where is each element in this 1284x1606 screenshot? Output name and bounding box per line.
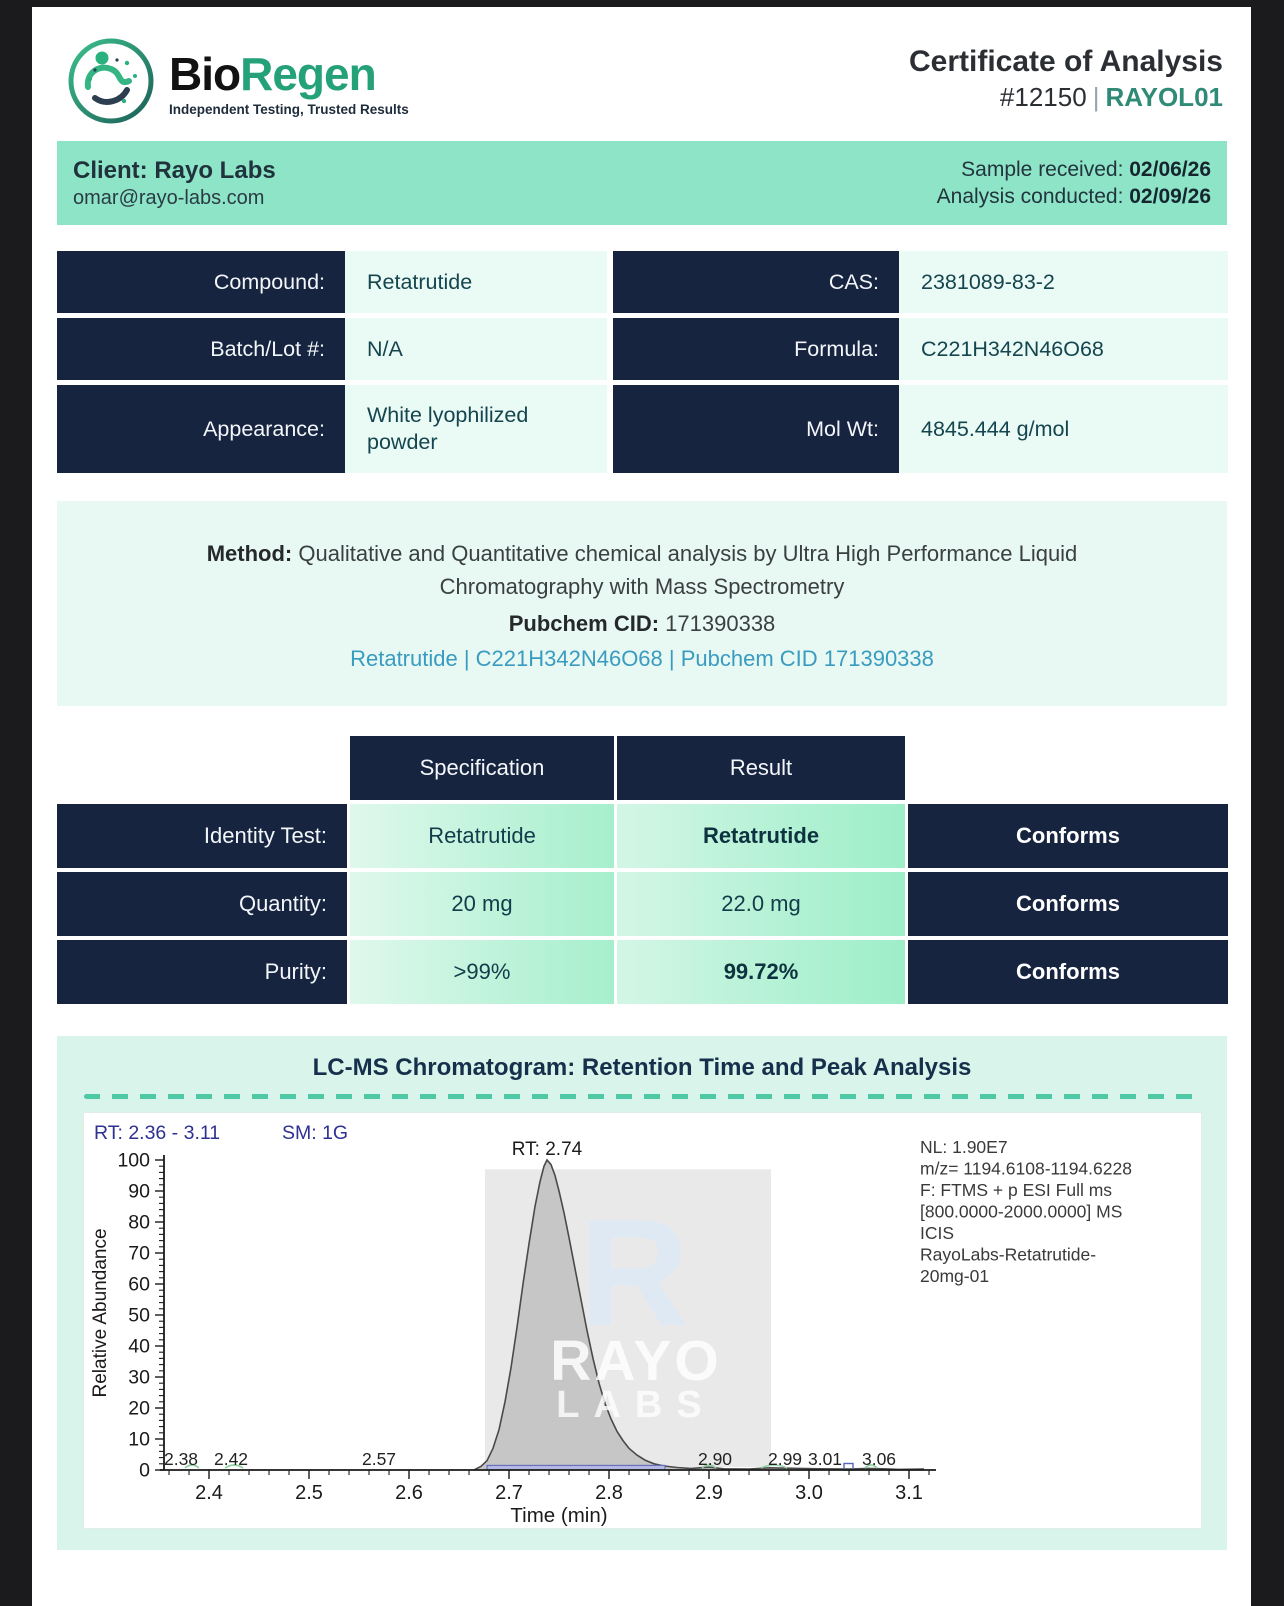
results-table: [57, 736, 1227, 1004]
formula-label: Formula:: [613, 318, 899, 380]
analysis-conducted-line: Analysis conducted: 02/09/26: [936, 185, 1211, 208]
svg-text:2.57: 2.57: [361, 1449, 396, 1469]
document-header: [57, 29, 1227, 133]
svg-text:3.0: 3.0: [794, 1482, 823, 1504]
method-label: Method:: [206, 541, 299, 566]
sample-received-line: Sample received: 02/06/26: [961, 157, 1211, 181]
svg-text:R: R: [578, 1188, 689, 1358]
svg-text:20mg-01: 20mg-01: [919, 1266, 989, 1286]
client-email: omar@rayo-labs.com: [73, 186, 265, 209]
certificate-code: RAYOL01: [1105, 81, 1223, 112]
svg-text:2.99: 2.99: [767, 1449, 802, 1469]
client-name: Client: Rayo Labs: [73, 156, 276, 184]
pubchem-link-line: [97, 646, 1187, 672]
svg-text:0: 0: [138, 1459, 150, 1482]
svg-text:40: 40: [127, 1335, 150, 1358]
purity-label: Purity:: [57, 940, 347, 1004]
certificate-title-block: [909, 35, 1223, 113]
method-section: [57, 501, 1227, 706]
pubchem-cid-line: [97, 611, 1187, 637]
svg-text:[800.0000-2000.0000] MS: [800.0000-2000.0000] MS: [919, 1201, 1122, 1222]
svg-text:2.38: 2.38: [163, 1449, 198, 1469]
compound-label: Compound:: [57, 251, 345, 313]
certificate-title: Certificate of Analysis: [909, 45, 1223, 78]
sample-received-date: 02/06/26: [1129, 157, 1211, 181]
chromatogram-title: LC-MS Chromatogram: Retention Time and Peak Analysis: [312, 1054, 972, 1081]
identity-test-spec: Retatrutide: [350, 804, 614, 868]
quantity-spec: 20 mg: [350, 872, 614, 936]
results-header-result: Result: [617, 736, 905, 800]
brand-block: [65, 35, 409, 132]
cas-label: CAS:: [613, 251, 899, 313]
svg-text:3.06: 3.06: [861, 1449, 896, 1469]
certificate-separator: |: [1092, 81, 1100, 112]
svg-text:2.7: 2.7: [494, 1482, 523, 1504]
results-header-empty: [908, 736, 1228, 800]
quantity-label: Quantity:: [57, 872, 347, 936]
certificate-number-line: [909, 82, 1223, 113]
svg-text:LABS: LABS: [555, 1384, 716, 1426]
brand-text: [169, 47, 409, 117]
quantity-result: 22.0 mg: [617, 872, 905, 936]
molwt-value: 4845.444 g/mol: [899, 385, 1228, 473]
svg-text:F: FTMS + p ESI Full ms: F: FTMS + p ESI Full ms: [919, 1180, 1112, 1200]
pubchem-link[interactable]: Retatrutide | C221H342N46O68 | Pubchem CID 171390338: [350, 646, 934, 671]
results-header-specification: Specification: [350, 736, 614, 800]
svg-text:3.1: 3.1: [894, 1482, 923, 1504]
appearance-label: Appearance:: [57, 385, 345, 473]
svg-text:RT: 2.74: RT: 2.74: [511, 1139, 582, 1160]
identity-test-result: Retatrutide: [617, 804, 905, 868]
results-header-empty: [57, 736, 347, 800]
pubchem-cid-value: 171390338: [665, 611, 776, 636]
svg-text:2.42: 2.42: [213, 1449, 248, 1469]
svg-text:3.01: 3.01: [807, 1449, 842, 1469]
bioregen-logo-icon: [65, 35, 157, 132]
svg-text:2.6: 2.6: [394, 1482, 423, 1504]
svg-text:100: 100: [116, 1149, 150, 1172]
certificate-number: #12150: [999, 81, 1087, 112]
svg-text:Time (min): Time (min): [509, 1504, 608, 1527]
svg-text:80: 80: [127, 1211, 150, 1234]
identity-test-label: Identity Test:: [57, 804, 347, 868]
brand-name: BioRegen: [169, 47, 376, 100]
quantity-status: Conforms: [908, 872, 1228, 936]
svg-text:2.8: 2.8: [594, 1482, 623, 1504]
chromatogram-section: [57, 1036, 1227, 1550]
sample-dates: [937, 156, 1211, 211]
svg-text:Relative Abundance: Relative Abundance: [89, 1228, 111, 1398]
client-info-bar: [57, 141, 1227, 225]
molwt-label: Mol Wt:: [613, 385, 899, 473]
svg-text:RT: 2.36 - 3.11: RT: 2.36 - 3.11: [93, 1122, 220, 1144]
svg-text:RayoLabs-Retatrutide-: RayoLabs-Retatrutide-: [919, 1244, 1096, 1265]
purity-spec: >99%: [350, 940, 614, 1004]
compound-value: Retatrutide: [345, 251, 607, 313]
svg-text:2.9: 2.9: [694, 1482, 723, 1504]
cas-value: 2381089-83-2: [899, 251, 1228, 313]
compound-info-table: [57, 251, 1227, 473]
svg-text:RAYO: RAYO: [549, 1329, 722, 1393]
svg-text:ICIS: ICIS: [919, 1223, 954, 1243]
svg-text:2.5: 2.5: [294, 1482, 323, 1504]
svg-text:2.4: 2.4: [194, 1482, 223, 1504]
svg-text:SM: 1G: SM: 1G: [281, 1122, 348, 1144]
certificate-page: [32, 7, 1251, 1606]
svg-text:2.90: 2.90: [697, 1449, 732, 1469]
brand-tagline: Independent Testing, Trusted Results: [169, 101, 409, 117]
appearance-value: White lyophilized powder: [345, 385, 607, 473]
lcms-chromatogram-chart: [84, 1113, 1201, 1528]
purity-result: 99.72%: [617, 940, 905, 1004]
batch-value: N/A: [345, 318, 607, 380]
chromatogram-panel: [84, 1113, 1201, 1528]
batch-label: Batch/Lot #:: [57, 318, 345, 380]
formula-value: C221H342N46O68: [899, 318, 1228, 380]
identity-test-status: Conforms: [908, 804, 1228, 868]
pubchem-cid-label: Pubchem CID:: [508, 611, 666, 636]
svg-text:NL: 1.90E7: NL: 1.90E7: [919, 1137, 1008, 1157]
svg-text:20: 20: [127, 1397, 150, 1420]
svg-text:10: 10: [127, 1428, 150, 1451]
svg-text:90: 90: [127, 1180, 150, 1203]
client-details: [73, 157, 276, 210]
svg-text:m/z= 1194.6108-1194.6228: m/z= 1194.6108-1194.6228: [919, 1158, 1132, 1179]
method-description: Method: Qualitative and Quantitative chemical analysis by Ultra High Performance Liquid Chromatography with Mass Spectrometry: [206, 541, 1078, 599]
svg-text:30: 30: [127, 1366, 150, 1389]
svg-text:50: 50: [127, 1304, 150, 1327]
svg-text:60: 60: [127, 1273, 150, 1296]
analysis-conducted-date: 02/09/26: [1129, 185, 1211, 208]
svg-text:70: 70: [127, 1242, 150, 1265]
dashed-divider: [84, 1094, 1201, 1099]
purity-status: Conforms: [908, 940, 1228, 1004]
